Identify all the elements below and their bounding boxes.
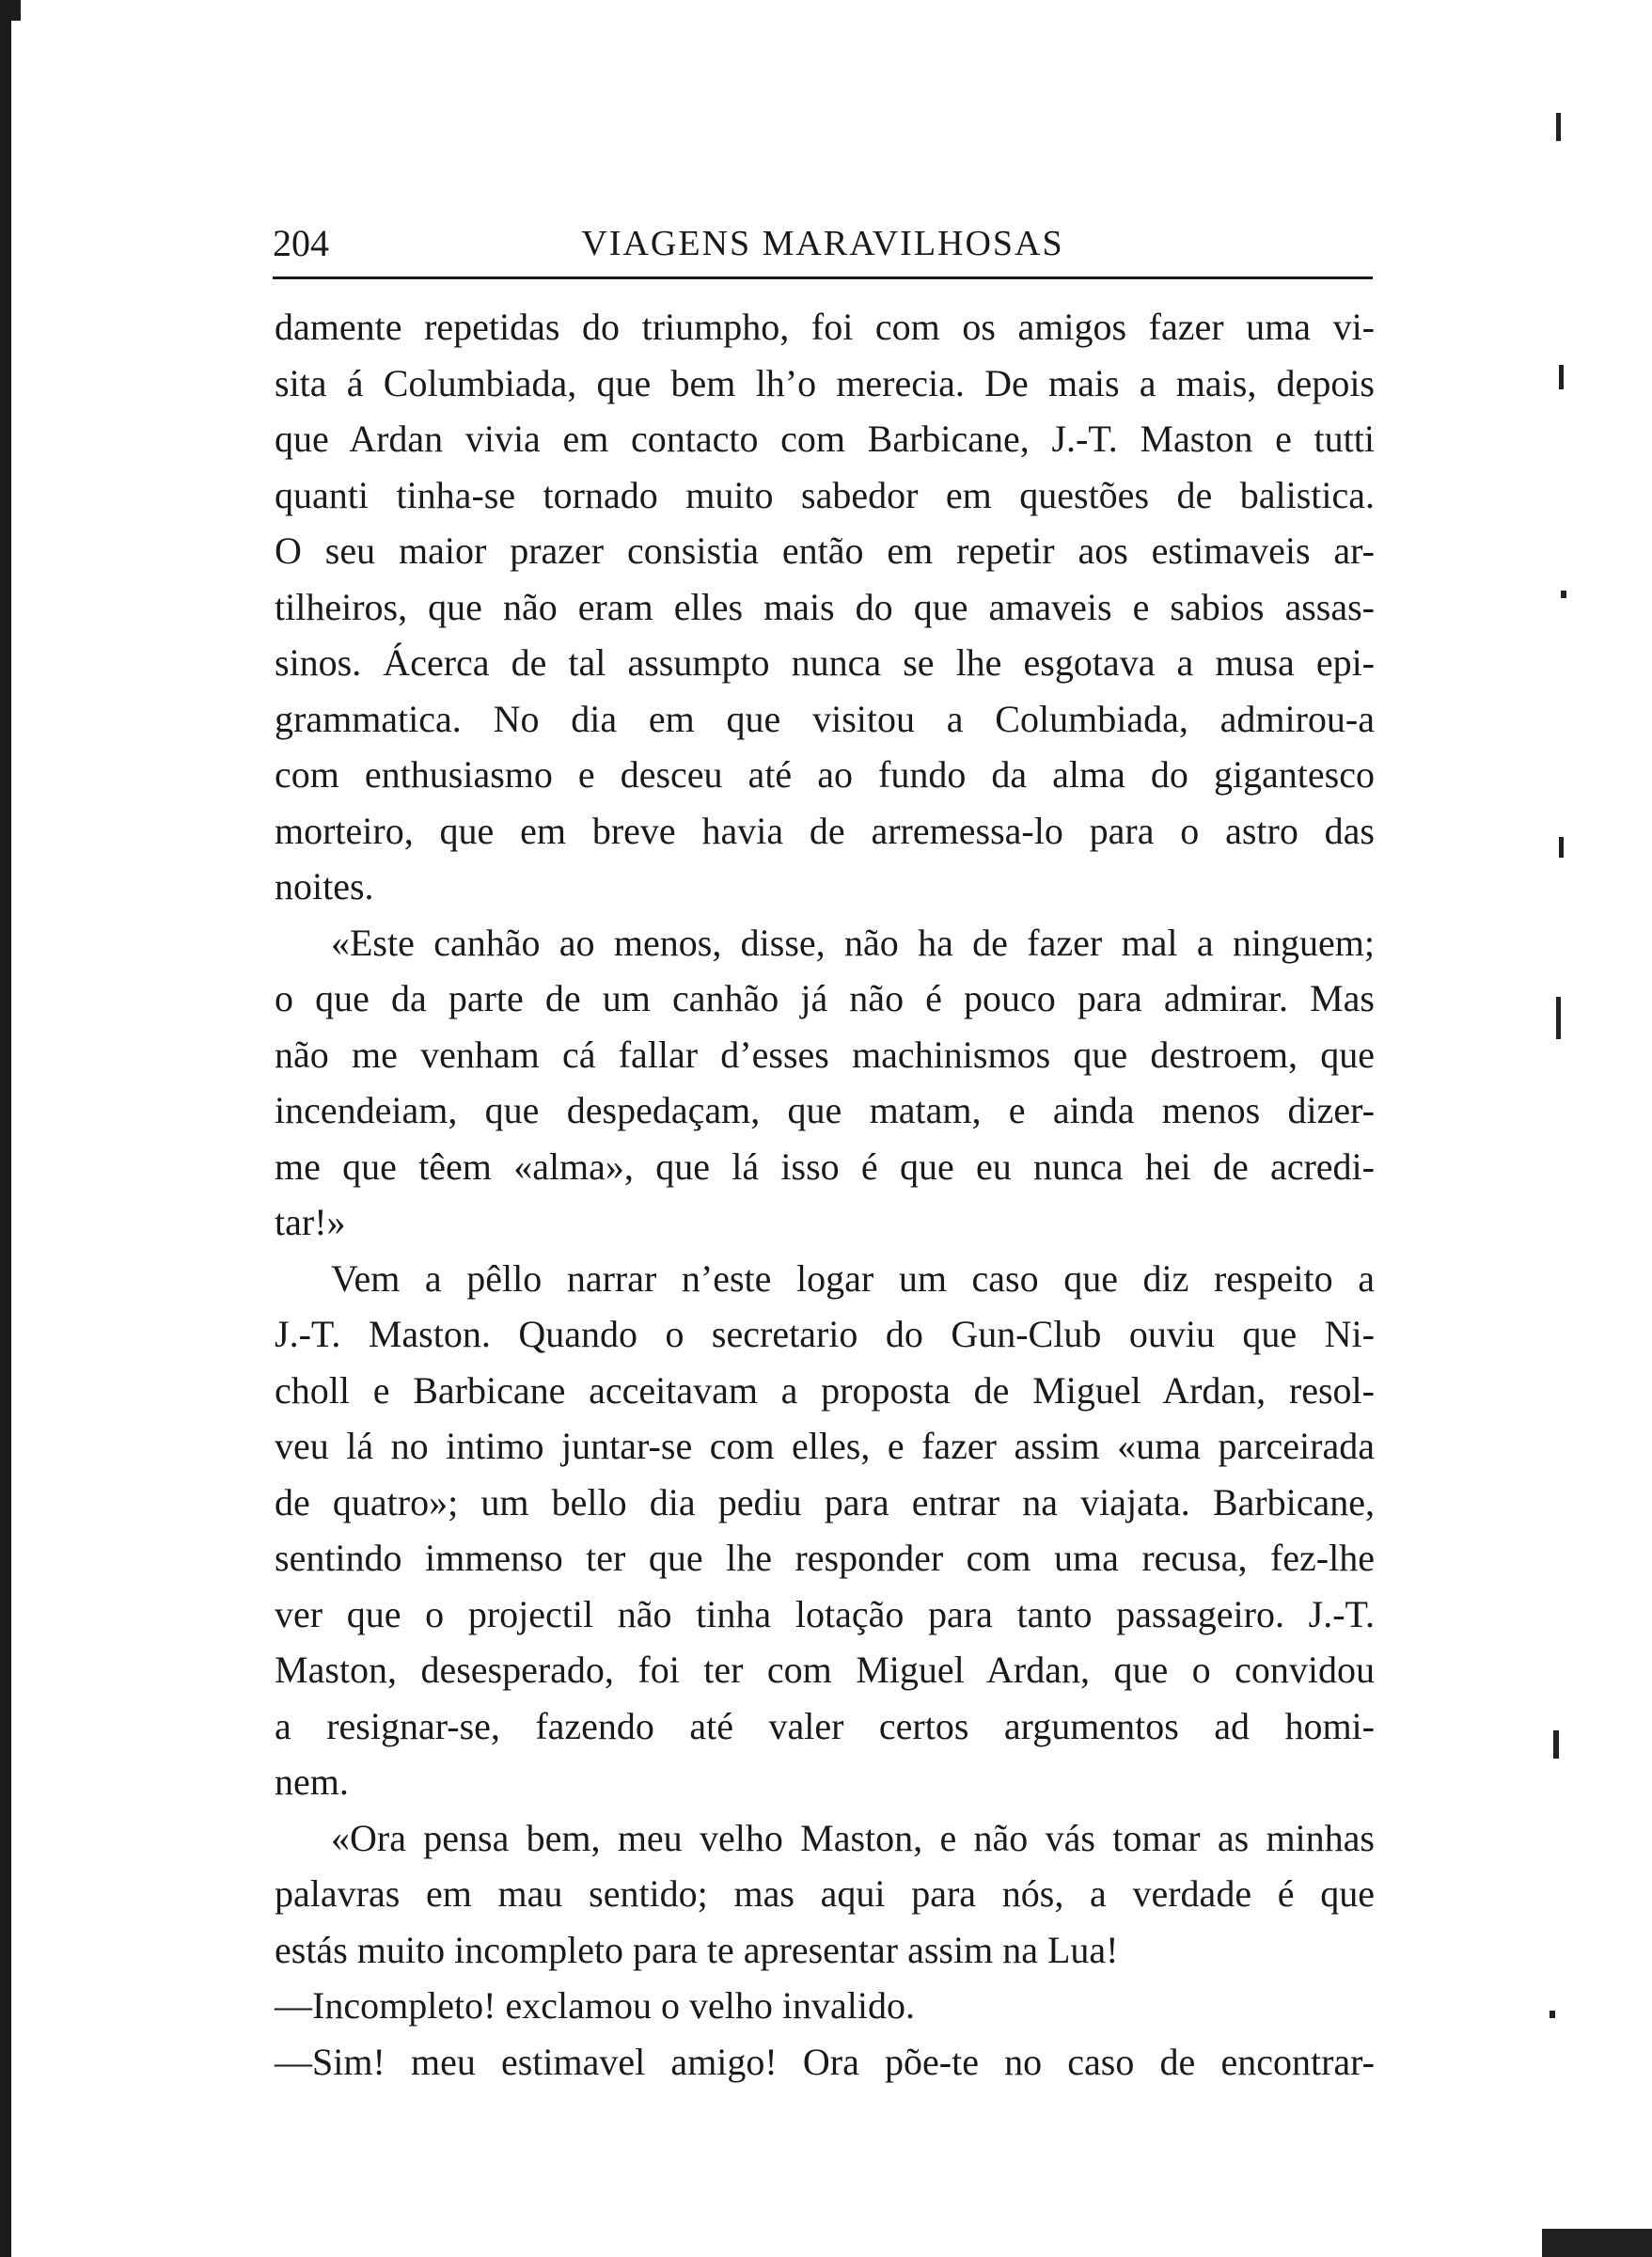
text-line: tilheiros, que não eram elles mais do que amaveis e sabios assas- bbox=[275, 585, 1375, 628]
text-line: com enthusiasmo e desceu até ao fundo da alma do gigantesco bbox=[275, 753, 1375, 796]
text-line: palavras em mau sentido; mas aqui para nós, a verdade é que bbox=[275, 1872, 1375, 1915]
scan-mark bbox=[1556, 113, 1561, 141]
text-line: me que têem «alma», que lá isso é que eu nunca hei de acredi- bbox=[275, 1144, 1375, 1188]
page-header bbox=[273, 212, 1373, 277]
text-line: Vem a pêllo narrar n’este logar um caso que diz respeito a bbox=[331, 1256, 1375, 1300]
scan-mark bbox=[1553, 1730, 1559, 1759]
text-line: grammatica. No dia em que visitou a Columbiada, admirou-a bbox=[275, 697, 1375, 740]
binding-tick bbox=[11, 0, 21, 21]
text-line: «Este canhão ao menos, disse, não ha de fazer mal a ninguem; bbox=[331, 921, 1375, 964]
text-line: sinos. Ácerca de tal assumpto nunca se lhe esgotava a musa epi- bbox=[275, 641, 1375, 684]
text-line: morteiro, que em breve havia de arremessa-lo para o astro das bbox=[275, 809, 1375, 852]
text-line: quanti tinha-se tornado muito sabedor em questões de balistica. bbox=[275, 473, 1375, 516]
text-line: choll e Barbicane acceitavam a proposta de Miguel Ardan, resol- bbox=[275, 1368, 1375, 1412]
running-head: VIAGENS MARAVILHOSAS bbox=[581, 224, 1064, 263]
text-line: tar!» bbox=[275, 1201, 346, 1243]
scan-mark bbox=[1542, 2229, 1652, 2257]
text-line: estás muito incompleto para te apresentar assim na Lua! bbox=[275, 1928, 1119, 1971]
text-line: a resignar-se, fazendo até valer certos argumentos ad homi- bbox=[275, 1704, 1375, 1747]
text-line: de quatro»; um bello dia pediu para entrar na viajata. Barbicane, bbox=[275, 1480, 1375, 1523]
text-line: —Sim! meu estimavel amigo! Ora põe-te no caso de encontrar- bbox=[275, 2040, 1375, 2083]
scan-mark bbox=[1559, 837, 1564, 858]
binding-edge bbox=[0, 0, 11, 2257]
text-line: O seu maior prazer consistia então em repetir aos estimaveis ar- bbox=[275, 529, 1375, 572]
text-line: não me venham cá fallar d’esses machinismos que destroem, que bbox=[275, 1033, 1375, 1076]
body-text bbox=[275, 299, 1375, 2090]
text-line: o que da parte de um canhão já não é pouco para admirar. Mas bbox=[275, 977, 1375, 1019]
text-line: noites. bbox=[275, 865, 374, 908]
text-line: «Ora pensa bem, meu velho Maston, e não vás tomar as minhas bbox=[331, 1816, 1375, 1859]
header-rule bbox=[273, 276, 1373, 279]
text-line: damente repetidas do triumpho, foi com os amigos fazer uma vi- bbox=[275, 306, 1375, 348]
scan-mark bbox=[1550, 2011, 1555, 2018]
page-number: 204 bbox=[273, 222, 329, 264]
text-line: sita á Columbiada, que bem lh’o merecia. De mais a mais, depois bbox=[275, 361, 1375, 404]
text-line: que Ardan vivia em contacto com Barbicane, J.-T. Maston e tutti bbox=[275, 418, 1375, 460]
text-line: veu lá no intimo juntar-se com elles, e fazer assim «uma parceirada bbox=[275, 1425, 1375, 1467]
text-line: Maston, desesperado, foi ter com Miguel Ardan, que o convidou bbox=[275, 1649, 1375, 1691]
scan-mark bbox=[1556, 997, 1561, 1039]
text-line: J.-T. Maston. Quando o secretario do Gun-Club ouviu que Ni- bbox=[275, 1313, 1375, 1355]
text-line: —Incompleto! exclamou o velho invalido. bbox=[275, 1984, 915, 2027]
text-line: nem. bbox=[275, 1760, 349, 1803]
scan-mark bbox=[1559, 365, 1564, 389]
text-line: sentindo immenso ter que lhe responder com uma recusa, fez-lhe bbox=[275, 1537, 1375, 1579]
scan-mark bbox=[1561, 591, 1566, 598]
text-line: incendeiam, que despedaçam, que matam, e ainda menos dizer- bbox=[275, 1089, 1375, 1131]
text-line: ver que o projectil não tinha lotação para tanto passageiro. J.-T. bbox=[275, 1592, 1375, 1635]
